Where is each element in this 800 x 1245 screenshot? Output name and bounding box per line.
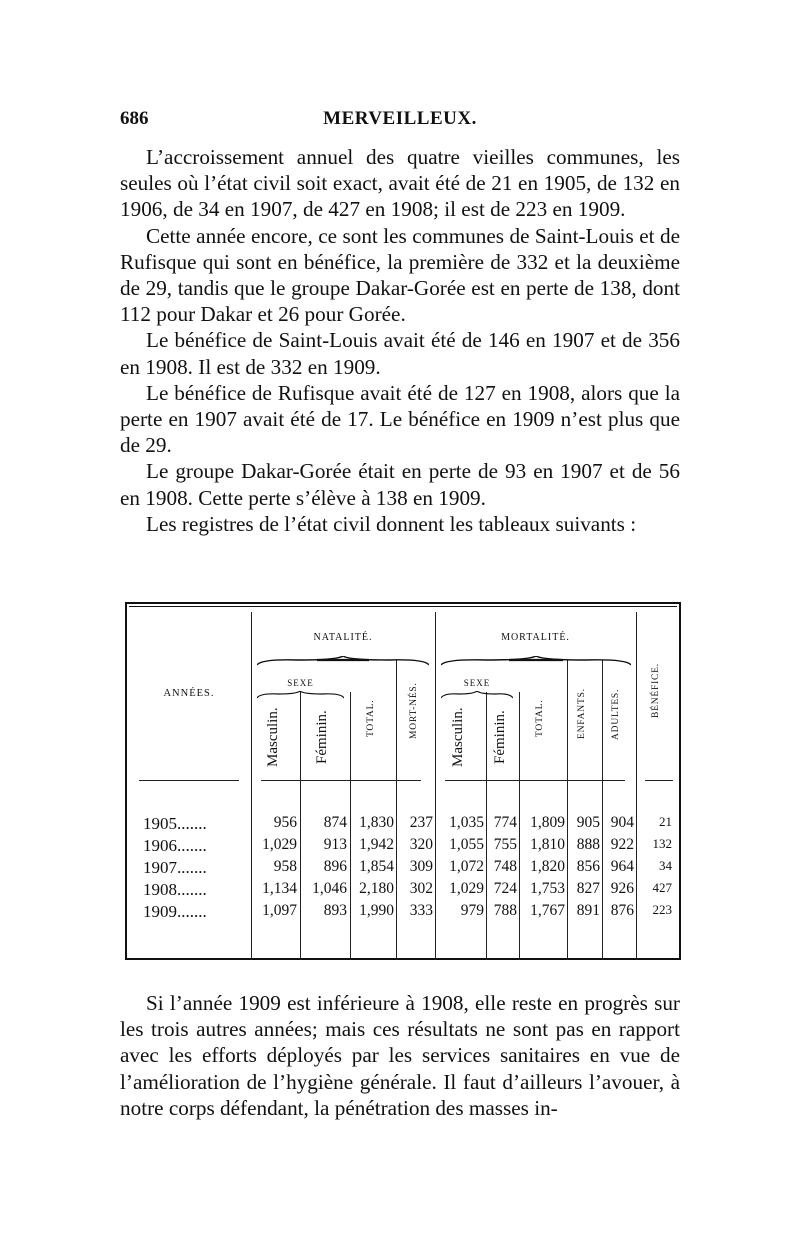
mortalite-header: MORTALITÉ. [501, 632, 570, 643]
natalite-total-cell: 1,990 [359, 902, 394, 919]
adultes-header: ADULTES. [611, 688, 621, 740]
benefice-cell: 223 [652, 902, 672, 917]
enfants-header: ENFANTS. [577, 688, 587, 740]
year-cell: 1906....... [143, 836, 207, 855]
table-frame [125, 602, 681, 960]
adultes-cell: 876 [610, 902, 634, 919]
table-row [127, 902, 683, 924]
sexe-header-natalite: SEXE [287, 678, 314, 688]
mortalite-feminin-cell: 774 [493, 814, 517, 831]
year-cell: 1905....... [143, 814, 207, 833]
annees-header: ANNÉES. [163, 688, 215, 699]
sexe-header-mortalite: SEXE [463, 678, 491, 688]
page-header [120, 108, 680, 138]
paragraph: Le bénéfice de Saint-Louis avait été de 146 en 1907 et de 356 en 1908. Il est de 332 en 1909. [120, 328, 680, 379]
benefice-cell: 21 [659, 814, 672, 829]
mort-nes-cell: 302 [409, 880, 433, 897]
mortalite-feminin-cell: 748 [493, 858, 517, 875]
mortalite-masculin-cell: 979 [460, 902, 484, 919]
statistics-table [125, 602, 685, 964]
mort-nes-cell: 309 [409, 858, 433, 875]
header-rule [261, 780, 421, 781]
text-block-top [120, 144, 680, 537]
natalite-total-cell: 2,180 [359, 880, 394, 897]
enfants-cell: 827 [576, 880, 600, 897]
natalite-total-cell: 1,830 [359, 814, 394, 831]
mortalite-masculin-cell: 1,035 [449, 814, 484, 831]
running-head: MERVEILLEUX. [323, 108, 477, 129]
header-rule [645, 780, 673, 781]
mort-nes-header: MORT-NÉS. [409, 682, 419, 740]
mortalite-total-cell: 1,810 [530, 836, 565, 853]
year-cell: 1909....... [143, 902, 207, 921]
natalite-header: NATALITÉ. [313, 632, 373, 643]
mortalite-feminin-cell: 724 [493, 880, 517, 897]
paragraph: Les registres de l’état civil donnent les tableaux suivants : [146, 511, 637, 536]
mortalite-total-cell: 1,809 [530, 814, 565, 831]
year-cell: 1908....... [143, 880, 207, 899]
natalite-total-cell: 1,854 [359, 858, 394, 875]
natalite-feminin-cell: 913 [323, 836, 347, 853]
natalite-masculin-cell: 956 [273, 814, 297, 831]
natalite-feminin-cell: 896 [323, 858, 347, 875]
adultes-cell: 964 [610, 858, 634, 875]
natalite-masculin-cell: 1,097 [262, 902, 297, 919]
natalite-total-header: TOTAL. [366, 699, 376, 737]
sexe-brace-icon [441, 691, 513, 699]
natalite-feminin-cell: 1,046 [312, 880, 347, 897]
mortalite-feminin-cell: 755 [493, 836, 517, 853]
mortalite-total-header: TOTAL. [535, 699, 545, 737]
natalite-brace-icon [257, 656, 429, 666]
mortalite-total-cell: 1,767 [530, 902, 565, 919]
natalite-feminin-cell: 874 [323, 814, 347, 831]
table-row [127, 836, 683, 858]
enfants-cell: 891 [576, 902, 600, 919]
mortalite-feminin-header: Féminin. [492, 710, 508, 764]
benefice-cell: 427 [652, 880, 672, 895]
mortalite-masculin-header: Masculin. [450, 707, 466, 767]
paragraph: L’accroissement annuel des quatre vieilles communes, les seules où l’état civil soit exact, avait été de 21 en 1905, de 132 en 1906, de 34 en 1907, de 427 en 1908; il est de 223 en 1909. [120, 145, 680, 222]
year-cell: 1907....... [143, 858, 207, 877]
table-row [127, 814, 683, 836]
enfants-cell: 888 [576, 836, 600, 853]
natalite-feminin-header: Féminin. [314, 710, 330, 764]
natalite-feminin-cell: 893 [323, 902, 347, 919]
natalite-masculin-cell: 1,029 [262, 836, 297, 853]
paragraph: Cette année encore, ce sont les communes de Saint-Louis et de Rufisque qui sont en bénéfice, la première de 332 et la deuxième de 29, tandis que le groupe Dakar-Gorée est en perte de 138, dont 112 pour Dakar et 26 pour Gorée. [120, 223, 680, 327]
adultes-cell: 904 [610, 814, 634, 831]
natalite-masculin-header: Masculin. [265, 707, 281, 767]
text-block-bottom [120, 990, 680, 1121]
mortalite-total-cell: 1,820 [530, 858, 565, 875]
benefice-cell: 132 [652, 836, 672, 851]
mortalite-feminin-cell: 788 [493, 902, 517, 919]
header-rule [139, 780, 239, 781]
natalite-total-cell: 1,942 [359, 836, 394, 853]
mort-nes-cell: 237 [409, 814, 433, 831]
mortalite-masculin-cell: 1,072 [449, 858, 484, 875]
sexe-brace-icon [257, 691, 344, 699]
natalite-masculin-cell: 1,134 [262, 880, 297, 897]
table-row [127, 880, 683, 902]
header-rule [445, 780, 625, 781]
natalite-masculin-cell: 958 [273, 858, 297, 875]
paragraph: Si l’année 1909 est inférieure à 1908, elle reste en progrès sur les trois autres années; mais ces résultats ne sont pas en rapport avec les efforts déployés par les services sanitaires en vue de l’amélioration de l’hygiène générale. Il faut d’ailleurs l’avouer, à notre corps défendant, la pénétration des masses in- [120, 991, 680, 1120]
paragraph: Le bénéfice de Rufisque avait été de 127 en 1908, alors que la perte en 1907 avait été de 17. Le bénéfice en 1909 n’est plus que de 29. [120, 380, 680, 458]
mortalite-masculin-cell: 1,029 [449, 880, 484, 897]
table-row [127, 858, 683, 880]
enfants-cell: 905 [576, 814, 600, 831]
paragraph: Le groupe Dakar-Gorée était en perte de 93 en 1907 et de 56 en 1908. Cette perte s’élève à 138 en 1909. [120, 459, 680, 510]
benefice-header: BÉNÉFICE. [651, 663, 661, 719]
mortalite-masculin-cell: 1,055 [449, 836, 484, 853]
mort-nes-cell: 333 [409, 902, 433, 919]
mortalite-brace-icon [441, 656, 631, 666]
mort-nes-cell: 320 [409, 836, 433, 853]
benefice-cell: 34 [659, 858, 672, 873]
page-number: 686 [120, 108, 149, 129]
adultes-cell: 922 [610, 836, 634, 853]
enfants-cell: 856 [576, 858, 600, 875]
mortalite-total-cell: 1,753 [530, 880, 565, 897]
adultes-cell: 926 [610, 880, 634, 897]
